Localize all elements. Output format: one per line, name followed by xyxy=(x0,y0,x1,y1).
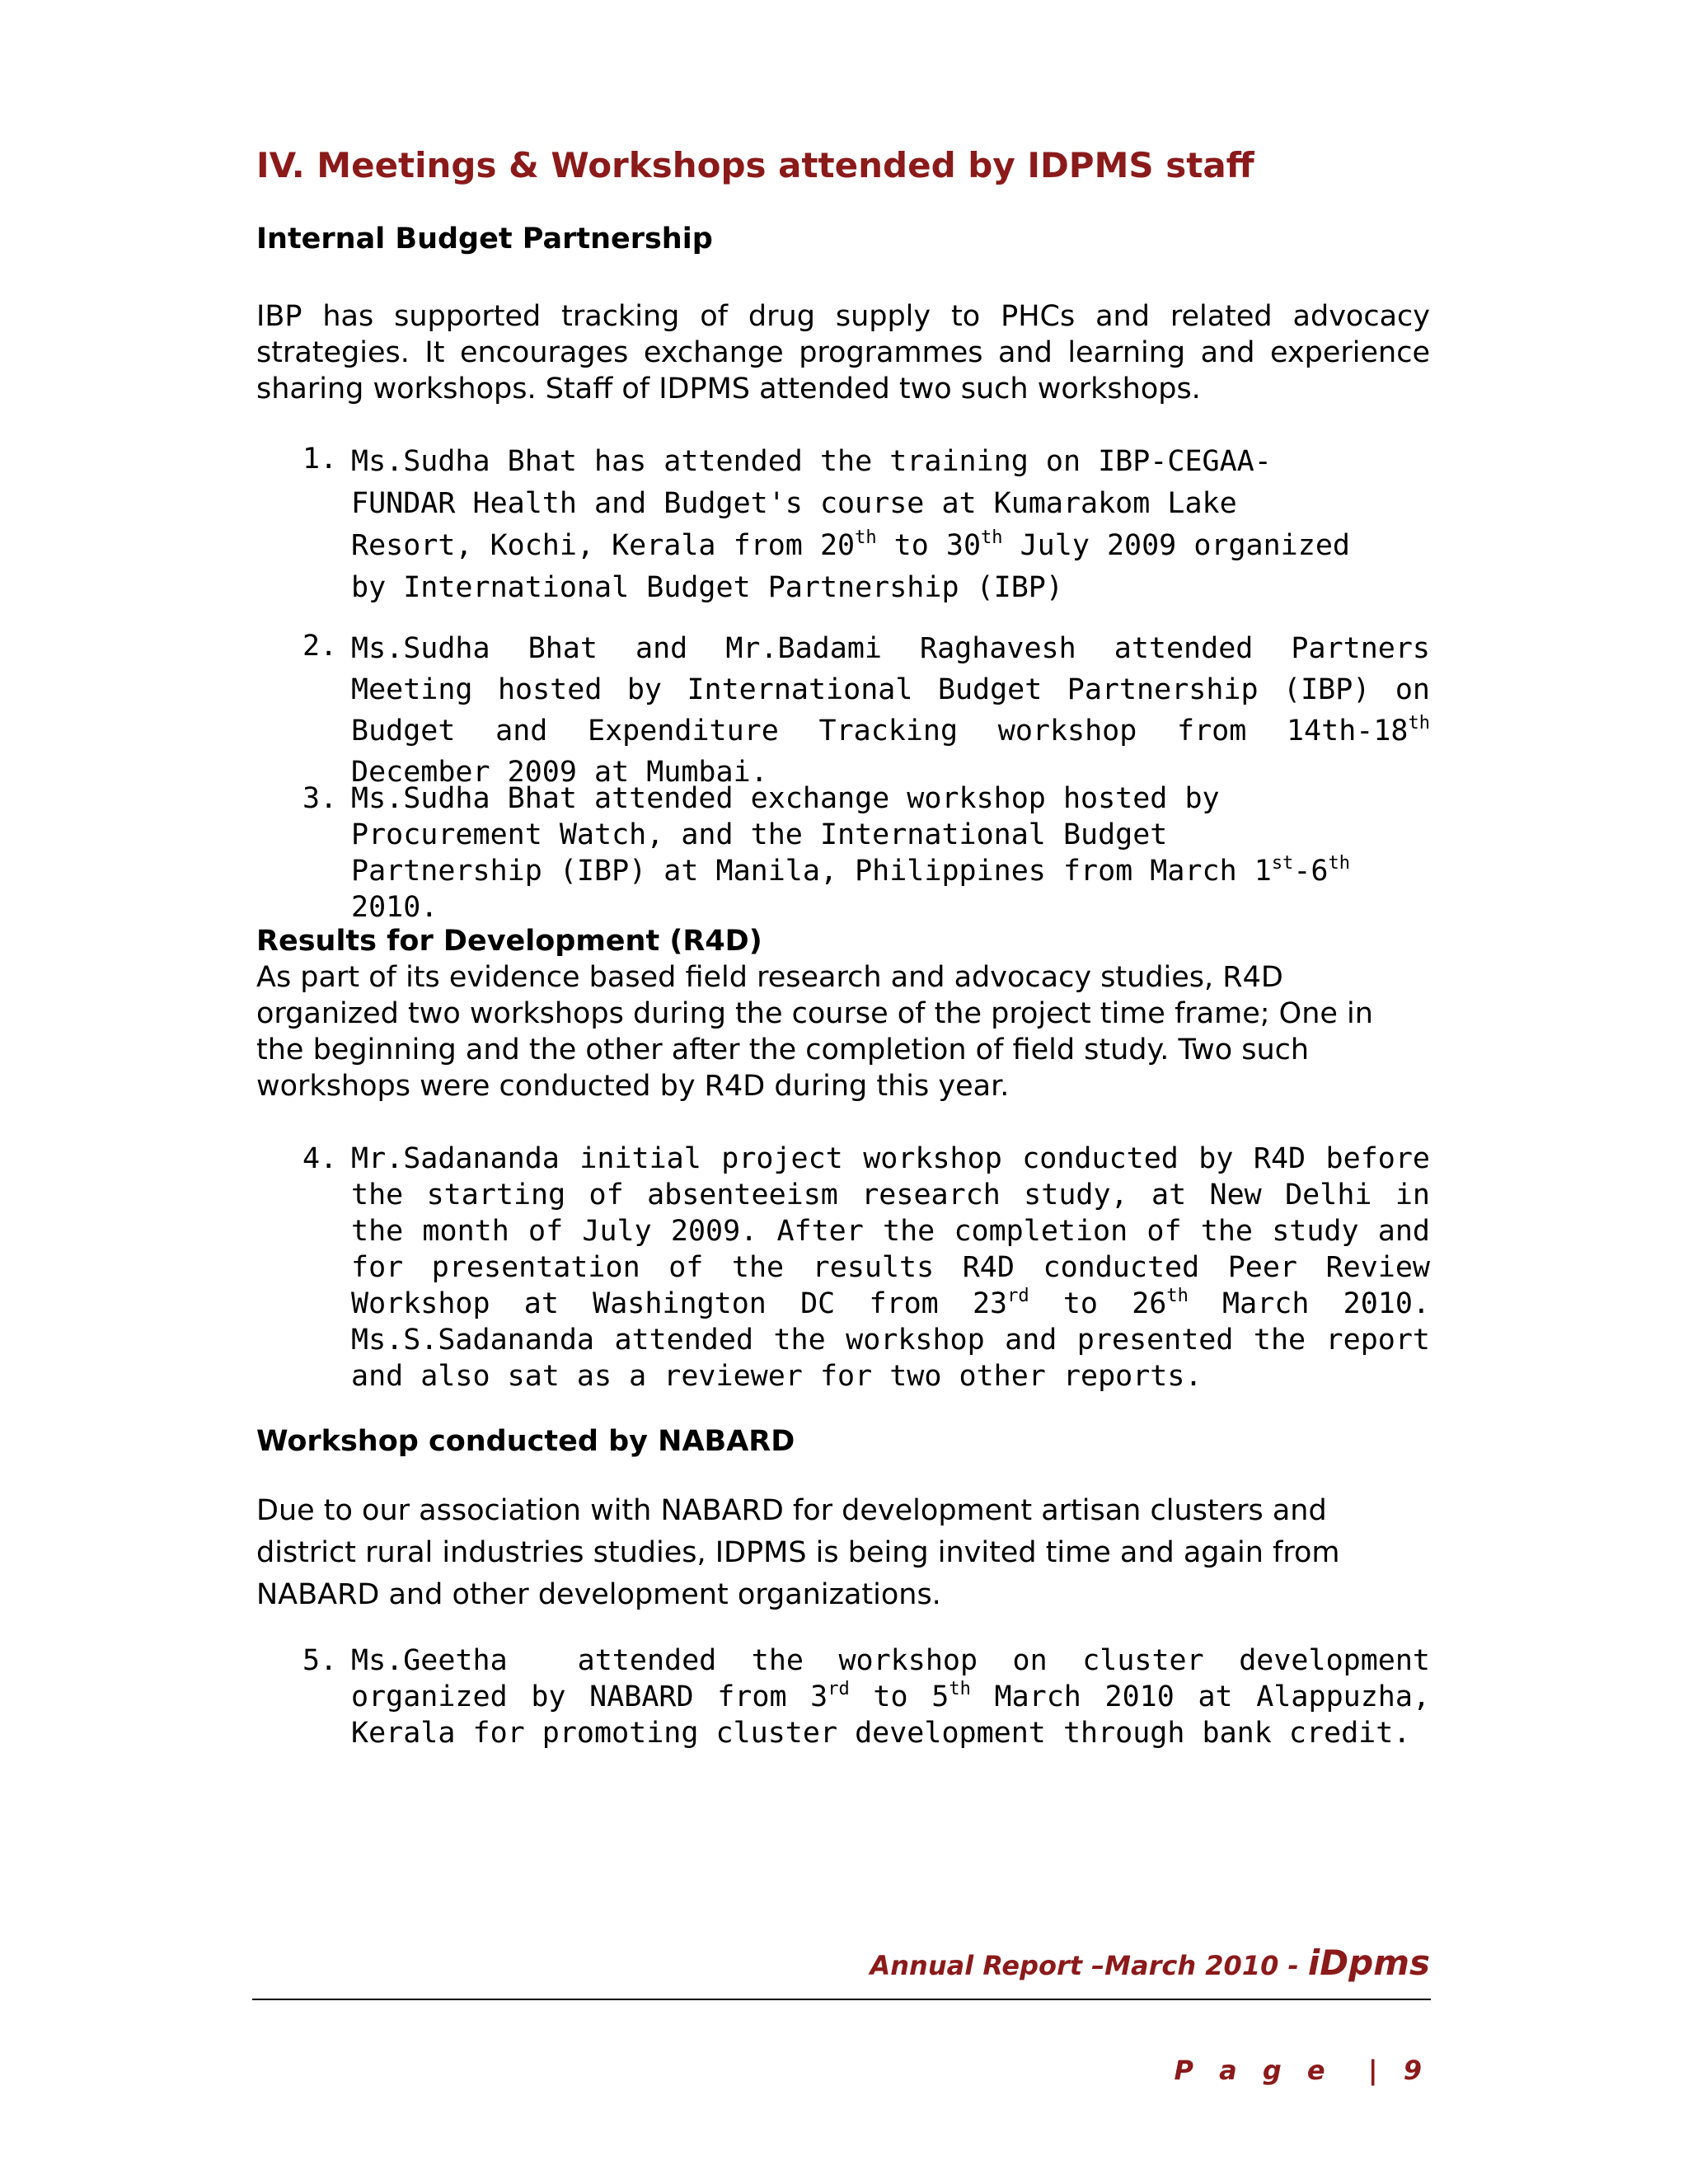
list-number: 3. xyxy=(302,782,338,815)
list-number: 1. xyxy=(302,443,338,476)
section-heading: IV. Meetings & Workshops attended by IDPMS staff xyxy=(256,145,1254,185)
list-item-text: Ms.Sudha Bhat attended exchange workshop hosted by Procurement Watch, and the International Budget Partnership (IBP) at Manila, Philippines from March 1st-6th 2010. xyxy=(351,782,1350,924)
list-item-text: Ms.Sudha Bhat and Mr.Badami Raghavesh attended Partners Meeting hosted by International Budget Partnership (IBP) on Budget and Expenditure Tracking workshop from 14th-18th December 2009 at Mumbai. xyxy=(351,632,1430,789)
list-item-2 xyxy=(256,628,1430,793)
list-item-1 xyxy=(256,441,1430,609)
footer-divider xyxy=(252,1999,1431,2000)
list-item-text: Mr.Sadananda initial project workshop conducted by R4D before the starting of absenteeism research study, at New Delhi in the month of July 2009. After the completion of the study and for presentation of the results R4D conducted Peer Review Workshop at Washington DC from 23rd to 26th March 2010. Ms.S.Sadananda attended the workshop and presented the report and also sat as a reviewer for two other reports. xyxy=(351,1142,1430,1393)
subheading-r4d: Results for Development (R4D) xyxy=(256,925,762,958)
list-number: 5. xyxy=(302,1644,338,1677)
list-number: 2. xyxy=(302,630,338,663)
list-item-text: Ms.Geetha attended the workshop on cluster development organized by NABARD from 3rd to 5th March 2010 at Alappuzha, Kerala for promoting cluster development through bank credit. xyxy=(351,1644,1448,1750)
list-number: 4. xyxy=(302,1142,338,1175)
paragraph-ibp-intro: IBP has supported tracking of drug supply to PHCs and related advocacy strategies. It encourages exchange programmes and learning and experience sharing workshops. Staff of IDPMS attended two such workshops. xyxy=(256,300,1430,405)
subheading-nabard: Workshop conducted by NABARD xyxy=(256,1425,795,1458)
list-item-3 xyxy=(256,780,1430,926)
list-item-4 xyxy=(256,1141,1430,1394)
paragraph-r4d-intro: As part of its evidence based field research and advocacy studies, R4D organized two workshops during the course of the project time frame; One in the beginning and the other after the completion of field study. Two such workshops were conducted by R4D during this year. xyxy=(256,961,1373,1103)
list-item-5 xyxy=(256,1643,1448,1751)
page-number: P a g e | 9 xyxy=(1174,2055,1430,2086)
idpms-logo: iDpms xyxy=(1307,1943,1430,1983)
footer-report-title: Annual Report –March 2010 - iDpms xyxy=(870,1943,1430,1983)
list-item-text: Ms.Sudha Bhat has attended the training on IBP-CEGAA-FUNDAR Health and Budget's course at Kumarakom Lake Resort, Kochi, Kerala from 20th to 30th July 2009 organized by International Budget Partnership (IBP) xyxy=(351,445,1350,604)
subheading-ibp: Internal Budget Partnership xyxy=(256,223,713,255)
paragraph-nabard-intro: Due to our association with NABARD for development artisan clusters and district rural industries studies, IDPMS is being invited time and again from NABARD and other development organizations. xyxy=(256,1494,1340,1611)
